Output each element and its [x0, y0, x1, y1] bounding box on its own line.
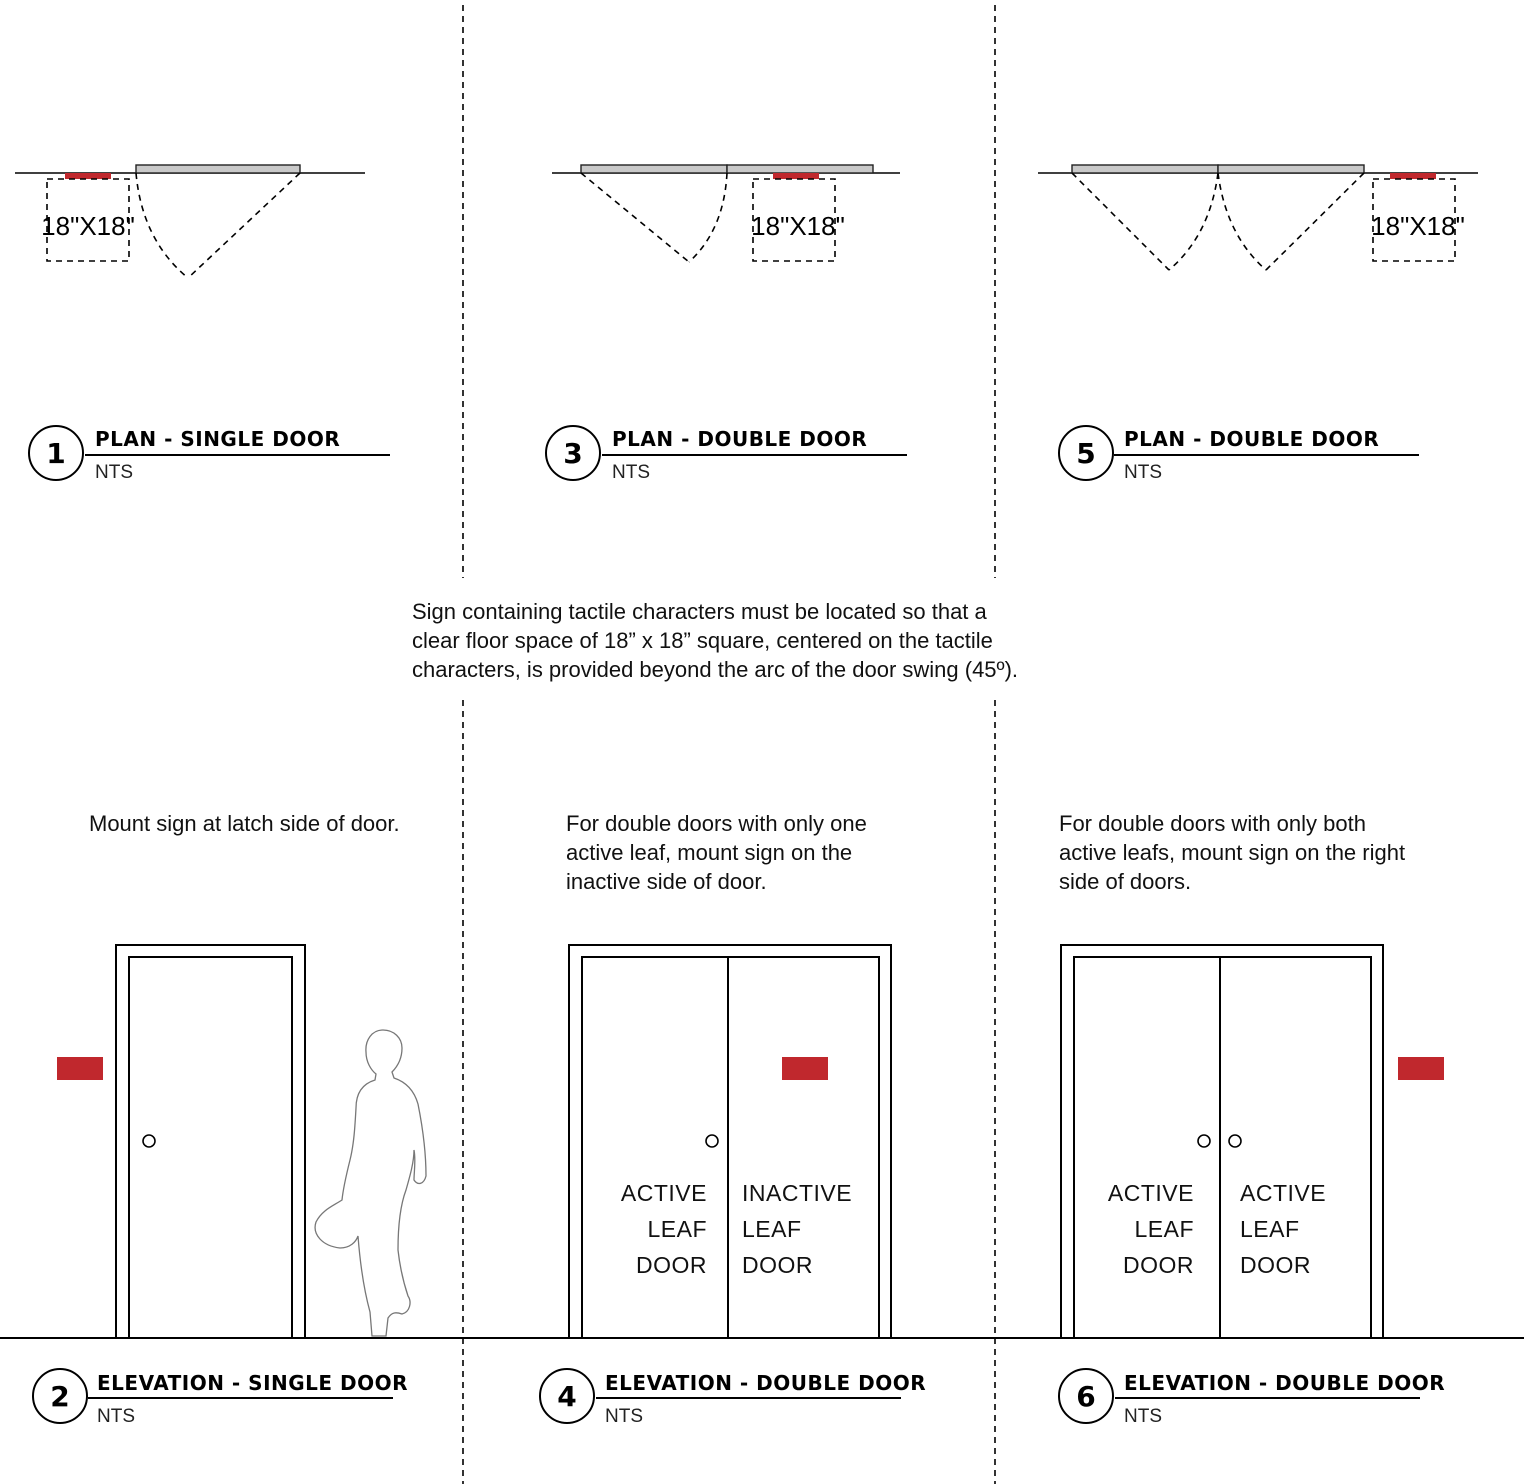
detail-title: ELEVATION - DOUBLE DOOR [605, 1371, 927, 1395]
door-leaf-left [1072, 165, 1218, 173]
sign-marker [57, 1057, 103, 1080]
door-swing-arc [136, 173, 188, 278]
title-block-elevation-6 [1059, 1369, 1445, 1427]
note-line: active leafs, mount sign on the right [1059, 840, 1406, 865]
detail-scale: NTS [97, 1406, 135, 1427]
elevation-single-door [57, 945, 426, 1338]
detail-title: ELEVATION - SINGLE DOOR [97, 1371, 409, 1395]
sign-marker [65, 173, 111, 179]
leaf-label: ACTIVE [1107, 1180, 1194, 1206]
door-swing-arc [689, 173, 727, 262]
detail-scale: NTS [1124, 462, 1162, 483]
center-note-line-2: clear floor space of 18” x 18” square, centered on the tactile [412, 628, 993, 653]
door-swing-line-right [1266, 173, 1364, 270]
center-note-line-1: Sign containing tactile characters must be located so that a [412, 599, 987, 624]
note-line: For double doors with only one [566, 811, 867, 836]
elevation-double-door-both-active [1061, 945, 1444, 1338]
door-swing-line-left [1072, 173, 1169, 270]
door-leaf-right [727, 165, 873, 173]
leaf-label: LEAF [1134, 1216, 1194, 1242]
door-swing-line [188, 173, 300, 278]
clearance-label: 18"X18" [1371, 211, 1465, 241]
leaf-label: DOOR [636, 1252, 707, 1278]
clearance-label: 18"X18" [41, 211, 135, 241]
detail-number: 3 [563, 437, 583, 470]
detail-title: PLAN - DOUBLE DOOR [1124, 427, 1380, 451]
sign-marker [782, 1057, 828, 1080]
detail-number: 4 [557, 1380, 577, 1413]
note-line: For double doors with only both [1059, 811, 1366, 836]
center-note-line-3: characters, is provided beyond the arc of the door swing (45º). [412, 657, 1019, 682]
door-panel-right [1220, 957, 1371, 1338]
title-block-plan-1 [29, 426, 390, 483]
leaf-label: ACTIVE [620, 1180, 707, 1206]
door-knob [143, 1135, 155, 1147]
leaf-label: LEAF [647, 1216, 707, 1242]
leaf-label: LEAF [1240, 1216, 1300, 1242]
door-leaf [136, 165, 300, 173]
note-line: inactive side of door. [566, 869, 767, 894]
elevation-note-3 [1059, 811, 1405, 894]
door-knob [706, 1135, 718, 1147]
door-leaf-left [581, 165, 727, 173]
detail-title: PLAN - DOUBLE DOOR [612, 427, 868, 451]
note-line: active leaf, mount sign on the [566, 840, 853, 865]
sign-marker [773, 173, 819, 179]
door-panel-left [582, 957, 728, 1338]
door-leaf-right [1218, 165, 1364, 173]
detail-number: 2 [50, 1380, 70, 1413]
door-panel-right [728, 957, 879, 1338]
detail-number: 1 [46, 437, 66, 470]
title-block-plan-3 [546, 426, 907, 483]
leaf-label: DOOR [1123, 1252, 1194, 1278]
detail-scale: NTS [95, 462, 133, 483]
door-panel [129, 957, 292, 1338]
plan-single-door [15, 165, 365, 278]
door-swing-line [581, 173, 689, 262]
door-swing-arc-left [1169, 173, 1218, 270]
elevation-note-1 [89, 811, 400, 836]
door-knob-right [1229, 1135, 1241, 1147]
leaf-label: LEAF [742, 1216, 802, 1242]
door-knob-left [1198, 1135, 1210, 1147]
detail-number: 6 [1076, 1380, 1096, 1413]
person-silhouette [315, 1030, 426, 1336]
plan-double-door-both-active [1038, 165, 1478, 270]
detail-scale: NTS [605, 1406, 643, 1427]
sign-marker [1398, 1057, 1444, 1080]
leaf-label: INACTIVE [742, 1180, 853, 1206]
elevation-double-door-one-active [569, 945, 891, 1338]
elevation-note-2 [566, 811, 867, 894]
detail-scale: NTS [612, 462, 650, 483]
leaf-label: DOOR [742, 1252, 813, 1278]
center-note [412, 599, 1018, 682]
detail-scale: NTS [1124, 1406, 1162, 1427]
leaf-label: DOOR [1240, 1252, 1311, 1278]
detail-title: ELEVATION - DOUBLE DOOR [1124, 1371, 1446, 1395]
sign-marker [1390, 173, 1436, 179]
door-panel-left [1074, 957, 1220, 1338]
detail-number: 5 [1076, 437, 1096, 470]
note-line: side of doors. [1059, 869, 1192, 894]
title-block-elevation-2 [33, 1369, 408, 1427]
leaf-label: ACTIVE [1240, 1180, 1327, 1206]
plan-double-door-one-active [552, 165, 900, 262]
title-block-plan-5 [1059, 426, 1419, 483]
door-swing-arc-right [1218, 173, 1266, 270]
clearance-label: 18"X18" [751, 211, 845, 241]
title-block-elevation-4 [540, 1369, 926, 1427]
detail-title: PLAN - SINGLE DOOR [95, 427, 341, 451]
note-line: Mount sign at latch side of door. [89, 811, 400, 836]
